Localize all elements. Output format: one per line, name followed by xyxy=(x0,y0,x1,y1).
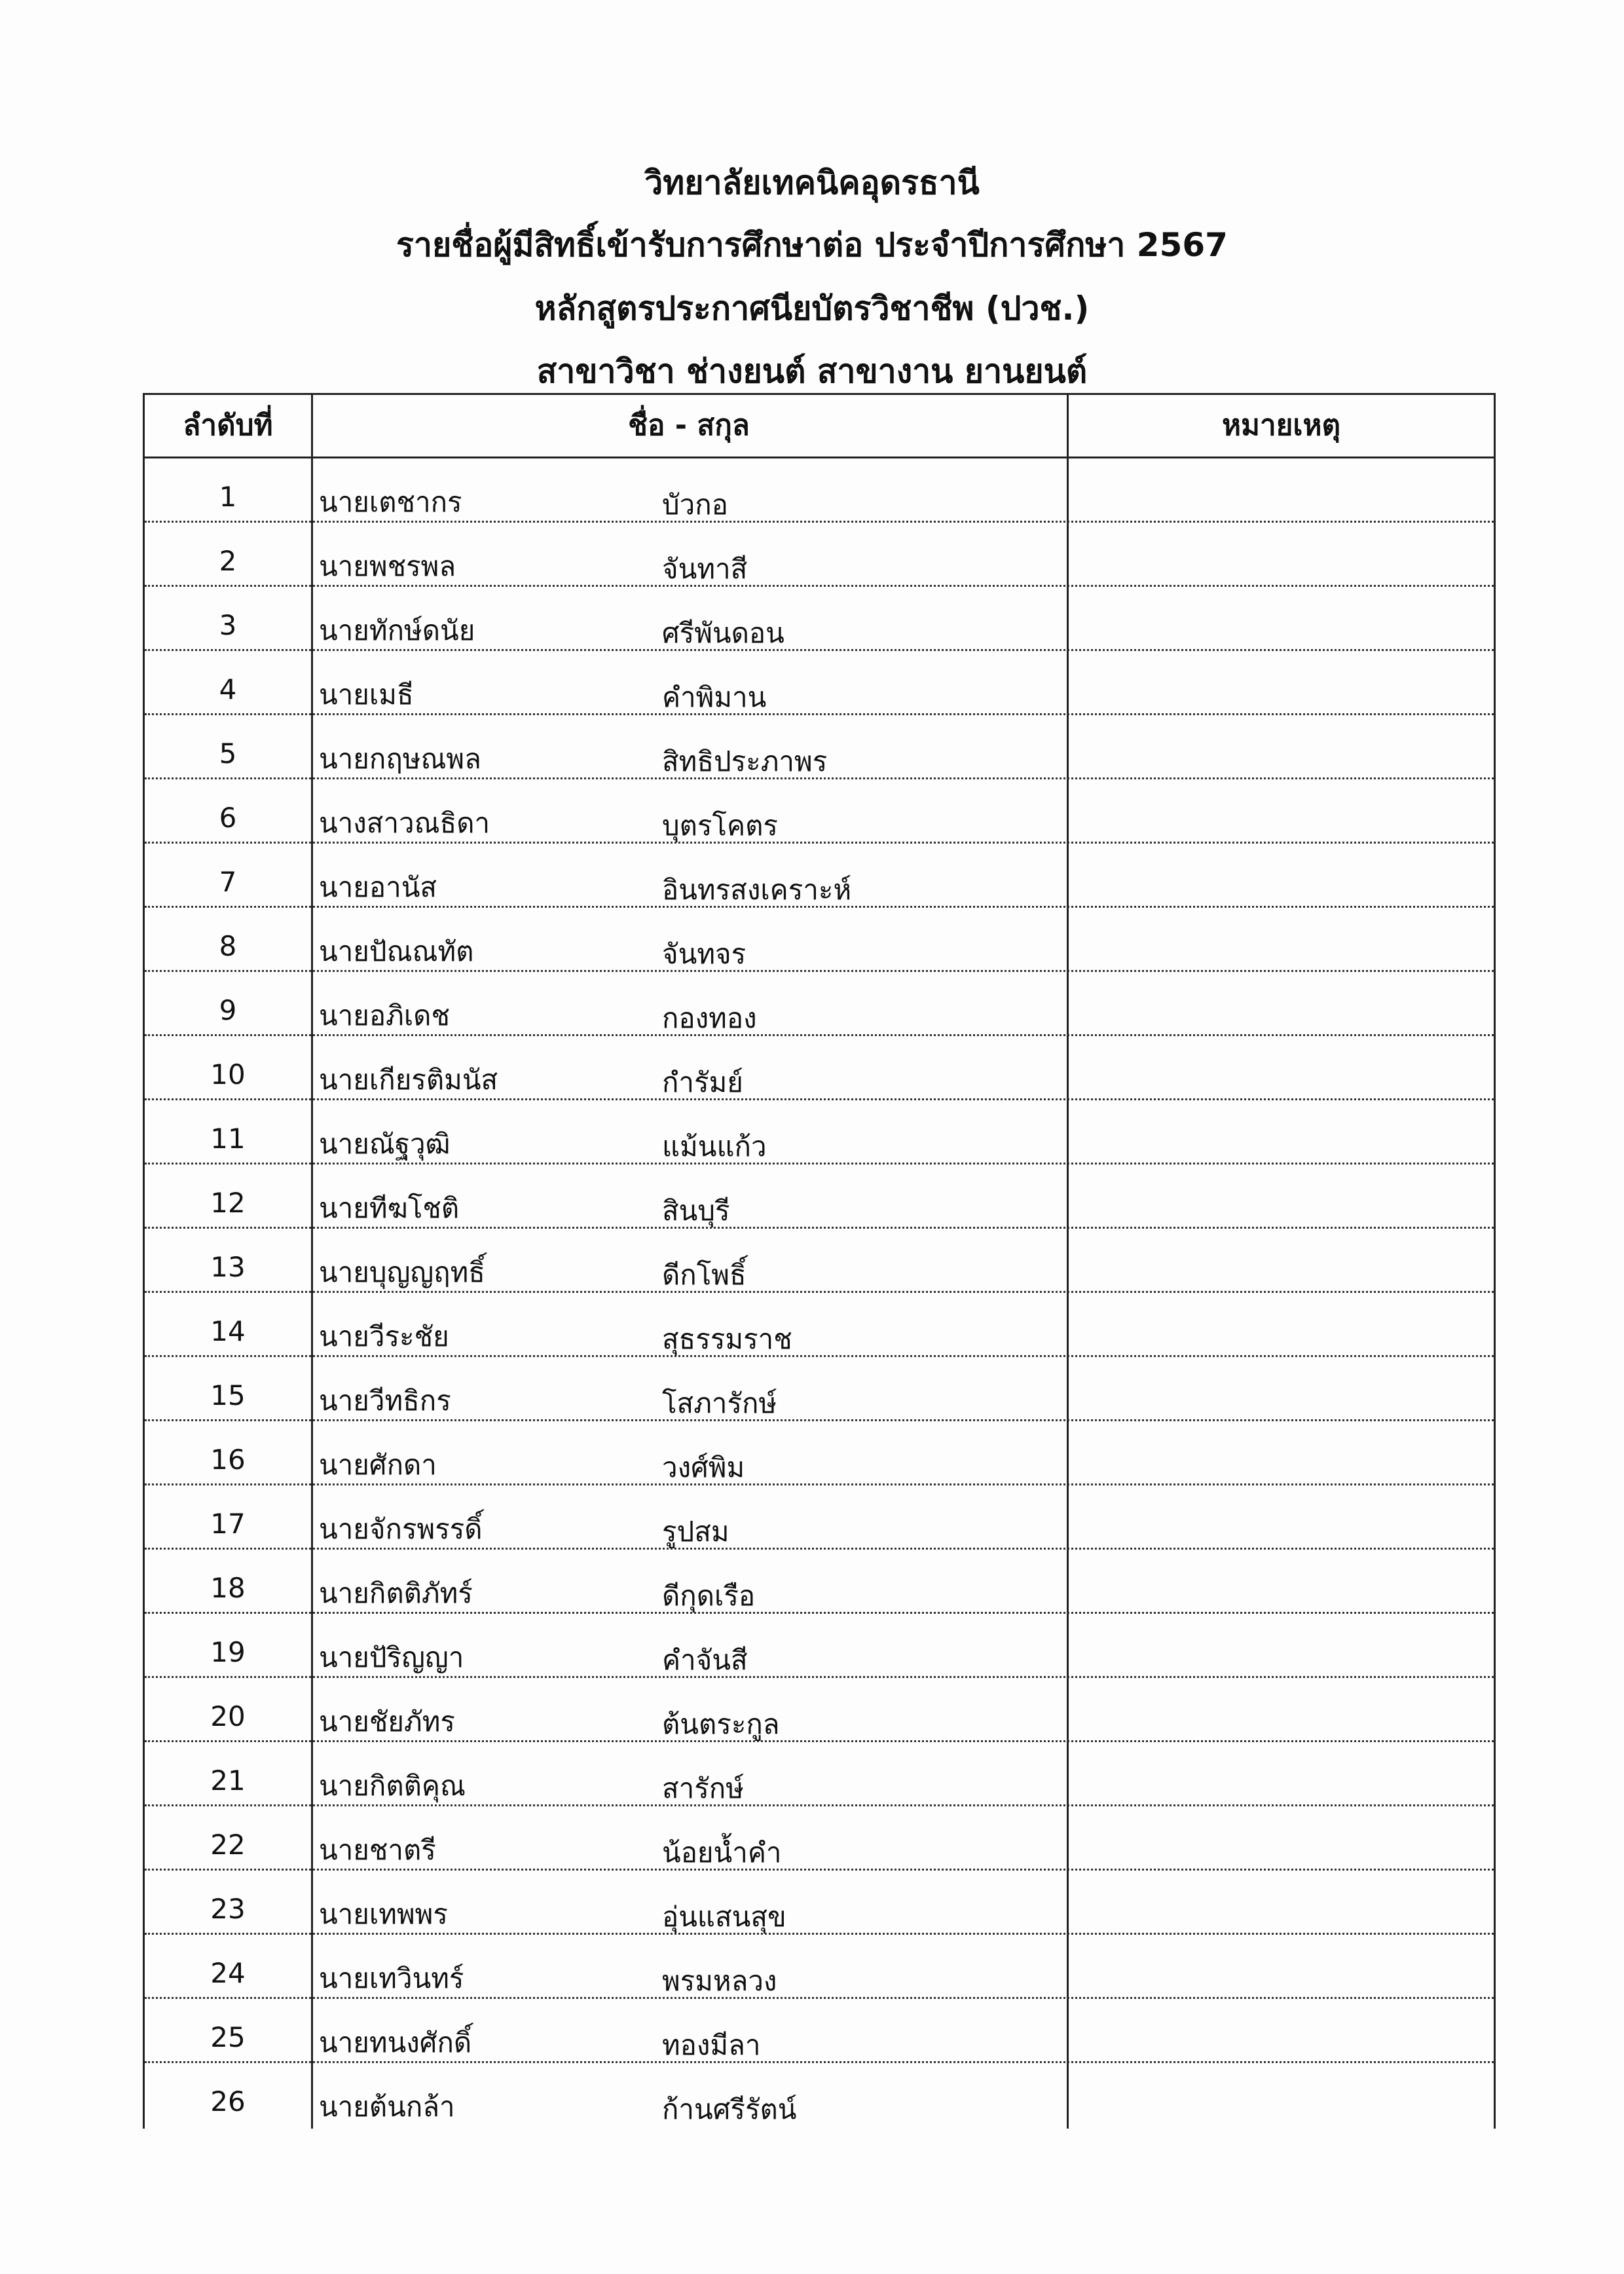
table-row xyxy=(145,651,1494,715)
last-name: สารักษ์ xyxy=(662,1772,744,1804)
program-title: หลักสูตรประกาศนียบัตรวิชาชีพ (ปวช.) xyxy=(534,289,1090,327)
major-title: สาขาวิชา ช่างยนต์ สาขางาน ยานยนต์ xyxy=(536,352,1088,390)
first-name: นายเมธี xyxy=(319,679,414,711)
row-number: 21 xyxy=(210,1764,246,1797)
row-number: 3 xyxy=(219,609,237,641)
table-row xyxy=(145,1485,1494,1550)
table-row xyxy=(145,779,1494,844)
row-number: 24 xyxy=(210,1957,246,1989)
last-name: แม้นแก้ว xyxy=(662,1130,767,1163)
last-name: สุธรรมราช xyxy=(662,1323,792,1355)
first-name: นายบุญญฤทธิ์ xyxy=(319,1256,485,1288)
last-name: บุตรโคตร xyxy=(662,810,778,842)
first-name: นายอภิเดช xyxy=(319,999,450,1032)
table-row xyxy=(145,844,1494,908)
row-number: 16 xyxy=(210,1444,246,1476)
last-name: กำรัมย์ xyxy=(662,1066,743,1098)
first-name: นายวีทธิกร xyxy=(319,1385,451,1417)
table-row xyxy=(145,1742,1494,1806)
first-name: นายกฤษณพล xyxy=(319,743,481,775)
first-name: นายปัริญญา xyxy=(319,1641,464,1673)
row-number: 4 xyxy=(219,673,237,705)
first-name: นายปัณณทัต xyxy=(319,935,474,967)
table-row xyxy=(145,715,1494,779)
row-number: 15 xyxy=(210,1379,246,1411)
first-name: นายเตชากร xyxy=(319,486,462,518)
table-row xyxy=(145,1036,1494,1100)
first-name: นางสาวณธิดา xyxy=(319,807,490,839)
last-name: รูปสม xyxy=(662,1516,729,1548)
row-number: 2 xyxy=(219,545,237,577)
first-name: นายณัฐวุฒิ xyxy=(319,1128,451,1160)
first-name: นายเทวินทร์ xyxy=(319,1962,464,1994)
last-name: ศรีพันดอน xyxy=(662,617,784,649)
last-name: ดีกุดเรือ xyxy=(662,1580,756,1612)
table-row xyxy=(145,1871,1494,1935)
last-name: สิทธิประภาพร xyxy=(662,745,828,777)
table-row xyxy=(145,1806,1494,1871)
last-name: วงศ์พิม xyxy=(662,1451,745,1483)
first-name: นายชัยภัทร xyxy=(319,1706,455,1738)
first-name: นายต้นกล้า xyxy=(319,2091,455,2123)
last-name: น้อยน้ำคำ xyxy=(662,1836,782,1869)
row-number: 6 xyxy=(219,802,237,834)
table-row xyxy=(145,1229,1494,1293)
row-number: 5 xyxy=(219,737,237,770)
row-number: 25 xyxy=(210,2021,246,2053)
row-number: 13 xyxy=(210,1251,246,1283)
first-name: นายจักรพรรดิ์ xyxy=(319,1513,483,1545)
first-name: นายทีฆโชติ xyxy=(319,1192,460,1224)
first-name: นายทักษ์ดนัย xyxy=(319,614,475,646)
last-name: โสภารักษ์ xyxy=(662,1387,777,1419)
last-name: ดีกโพธิ์ xyxy=(662,1259,747,1291)
table-row xyxy=(145,458,1494,523)
table-row xyxy=(145,908,1494,972)
last-name: ต้นตระกูล xyxy=(662,1708,780,1740)
table-row xyxy=(145,2063,1494,2127)
last-name: คำจันสี xyxy=(662,1644,748,1676)
row-number: 10 xyxy=(210,1058,246,1090)
last-name: พรมหลวง xyxy=(662,1965,777,1997)
table-row xyxy=(145,1678,1494,1742)
row-number: 11 xyxy=(210,1123,246,1155)
table-row xyxy=(145,523,1494,587)
first-name: นายกิตติคุณ xyxy=(319,1770,466,1802)
row-number: 1 xyxy=(219,481,237,513)
first-name: นายพชรพล xyxy=(319,550,456,582)
first-name: นายวีระชัย xyxy=(319,1320,449,1352)
last-name: สินบุรี xyxy=(662,1195,730,1227)
first-name: นายชาตรี xyxy=(319,1834,436,1866)
header-name: ชื่อ - สกุล xyxy=(628,409,750,442)
last-name: กองทอง xyxy=(662,1002,757,1034)
last-name: บัวกอ xyxy=(662,489,728,521)
row-number: 14 xyxy=(210,1315,246,1347)
table-row xyxy=(145,972,1494,1036)
row-number: 12 xyxy=(210,1187,246,1219)
last-name: จันทจร xyxy=(662,938,747,970)
last-name: คำพิมาน xyxy=(662,681,767,713)
row-number: 18 xyxy=(210,1572,246,1604)
college-name: วิทยาลัยเทคนิคอุดรธานี xyxy=(644,164,980,202)
table-row xyxy=(145,1100,1494,1165)
last-name: จันทาสี xyxy=(662,553,748,585)
row-number: 17 xyxy=(210,1508,246,1540)
first-name: นายทนงศักดิ์ xyxy=(319,2026,472,2059)
row-number: 26 xyxy=(210,2085,246,2117)
table-row xyxy=(145,1165,1494,1229)
table-row xyxy=(145,1999,1494,2063)
table-row xyxy=(145,1293,1494,1357)
row-number: 8 xyxy=(219,930,237,962)
first-name: นายศักดา xyxy=(319,1449,437,1481)
list-title: รายชื่อผู้มีสิทธิ์เข้ารับการศึกษาต่อ ประจำปีการศึกษา 2567 xyxy=(396,226,1228,264)
table-row xyxy=(145,1357,1494,1421)
header-remark: หมายเหตุ xyxy=(1221,409,1341,442)
row-number: 9 xyxy=(219,994,237,1026)
last-name: ทองมีลา xyxy=(662,2029,761,2061)
first-name: นายเกียรติมนัส xyxy=(319,1064,498,1096)
row-number: 20 xyxy=(210,1700,246,1732)
row-number: 23 xyxy=(210,1893,246,1925)
header-order: ลำดับที่ xyxy=(183,409,273,442)
table-row xyxy=(145,1614,1494,1678)
first-name: นายเทพพร xyxy=(319,1898,448,1930)
last-name: อุ่นแสนสุข xyxy=(662,1901,786,1933)
row-number: 22 xyxy=(210,1829,246,1861)
row-number: 7 xyxy=(219,866,237,898)
table-row xyxy=(145,1421,1494,1485)
student-table xyxy=(143,393,1496,2129)
last-name: อินทรสงเคราะห์ xyxy=(662,874,852,906)
table-row xyxy=(145,1550,1494,1614)
row-number: 19 xyxy=(210,1636,246,1668)
table-row xyxy=(145,1935,1494,1999)
first-name: นายอานัส xyxy=(319,871,437,903)
last-name: ก้านศรีรัตน์ xyxy=(662,2093,797,2125)
first-name: นายกิตติภัทร์ xyxy=(319,1577,473,1609)
table-row xyxy=(145,587,1494,651)
table-header xyxy=(145,393,1494,458)
